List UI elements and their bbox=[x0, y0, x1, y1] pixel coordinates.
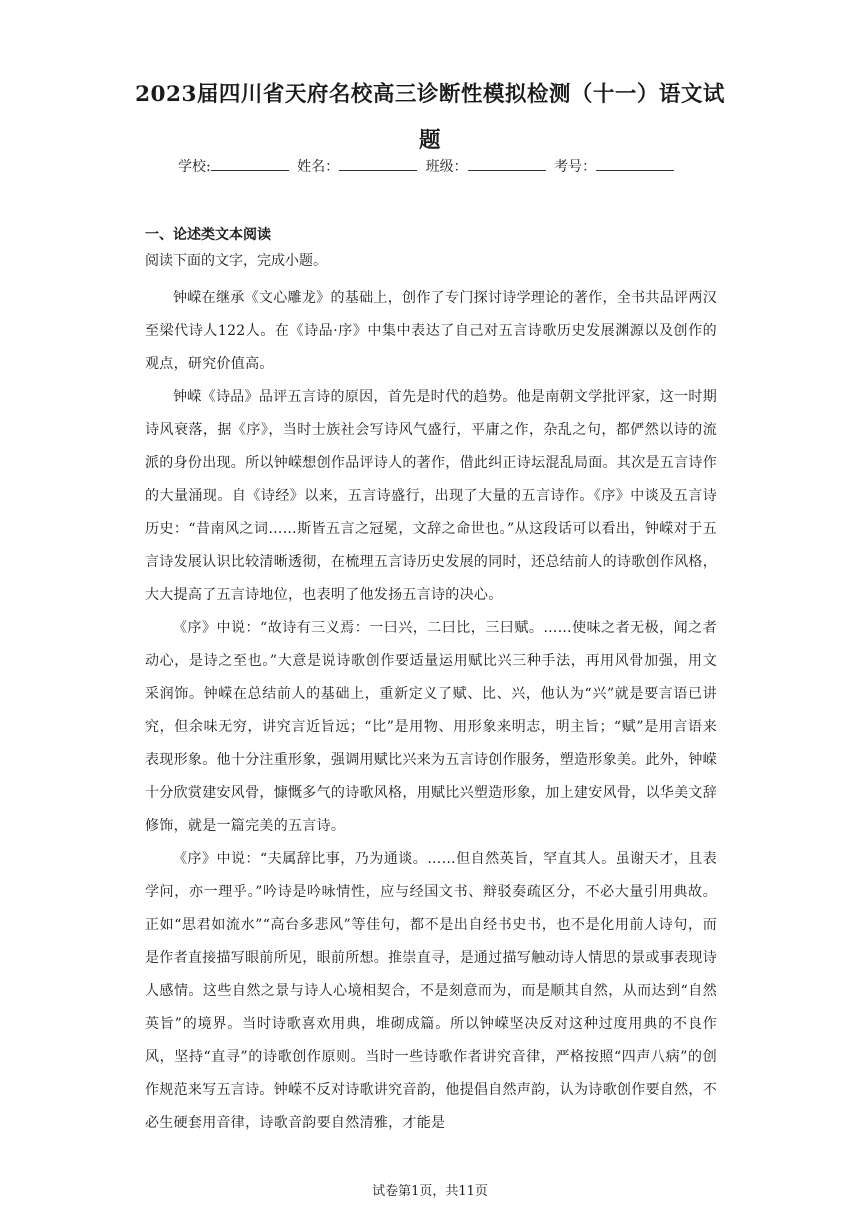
reading-passage bbox=[145, 282, 717, 1140]
student-info-row bbox=[178, 156, 698, 178]
passage-paragraph: 钟嵘《诗品》品评五言诗的原因，首先是时代的趋势。他是南朝文学批评家，这一时期诗风衰落，据《序》，当时士族社会写诗风气盛行，平庸之作，杂乱之句，都俨然以诗的流派的身份出现。所以钟嵘想创作品评诗人的著作，借此纠正诗坛混乱局面。其次是五言诗作的大量涌现。自《诗经》以来，五言诗盛行，出现了大量的五言诗作。《序》中谈及五言诗历史：“昔南风之词……斯皆五言之冠冕，文辞之命世也。”从这段话可以看出，钟嵘对于五言诗发展认识比较清晰透彻，在梳理五言诗历史发展的同时，还总结前人的诗歌创作风格，大大提高了五言诗地位，也表明了他发扬五言诗的决心。 bbox=[145, 389, 717, 603]
exam-number-blank bbox=[596, 156, 674, 171]
passage-paragraph: 钟嵘在继承《文心雕龙》的基础上，创作了专门探讨诗学理论的著作，全书共品评两汉至梁代诗人122人。在《诗品·序》中集中表达了自己对五言诗歌历史发展渊源以及创作的观点，研究价值高。 bbox=[145, 290, 717, 372]
page-title: 2023届四川省天府名校高三诊断性模拟检测（十一）语文试题 bbox=[135, 82, 725, 153]
school-blank bbox=[211, 156, 289, 171]
section-instruction: 阅读下面的文字，完成小题。 bbox=[145, 253, 327, 269]
passage-paragraph: 《序》中说：“夫属辞比事，乃为通谈。……但自然英旨，罕直其人。虽谢天才，且表学问，亦一理乎。”吟诗是吟咏情性，应与经国文书、辩驳奏疏区分，不必大量引用典故。正如“思君如流水”“高台多悲风”等佳句，都不是出自经书史书，也不是化用前人诗句，而是作者直接描写眼前所见，眼前所想。推崇直寻，是通过描写触动诗人情思的景或事表现诗人感情。这些自然之景与诗人心境相契合，不是刻意而为，而是顺其自然，从而达到“自然英旨”的境界。当时诗歌喜欢用典，堆砌成篇。所以钟嵘坚决反对这种过度用典的不良作风，坚持“直寻”的诗歌创作原则。当时一些诗歌作者讲究音律，严格按照“四声八病”的创作规范来写五言诗。钟嵘不反对诗歌讲究音韵，他提倡自然声韵，认为诗歌创作要自然，不必生硬套用音律，诗歌音韵要自然清雅，才能是 bbox=[145, 851, 717, 1131]
page-footer: 试卷第1页，共11页 bbox=[372, 1184, 488, 1199]
class-blank bbox=[468, 156, 546, 171]
exam-number-label: 考号： bbox=[554, 159, 597, 175]
passage-paragraph: 《序》中说：“故诗有三义焉：一曰兴，二曰比，三曰赋。……使味之者无极，闻之者动心，是诗之至也。”大意是说诗歌创作要适量运用赋比兴三种手法，再用风骨加强，用文采润饰。钟嵘在总结前人的基础上，重新定义了赋、比、兴，他认为“兴”就是要言语已讲究，但余味无穷，讲究言近旨远；“比”是用物、用形象来明志，明主旨；“赋”是用言语来表现形象。他十分注重形象，强调用赋比兴来为五言诗创作服务，塑造形象美。此外，钟嵘十分欣赏建安风骨，慷慨多气的诗歌风格，用赋比兴塑造形象，加上建安风骨，以华美文辞修饰，就是一篇完美的五言诗。 bbox=[145, 620, 717, 834]
class-label: 班级： bbox=[425, 159, 468, 175]
school-label: 学校: bbox=[178, 159, 211, 175]
name-label: 姓名： bbox=[297, 159, 340, 175]
section-heading: 一、论述类文本阅读 bbox=[145, 227, 271, 243]
name-blank bbox=[339, 156, 417, 171]
